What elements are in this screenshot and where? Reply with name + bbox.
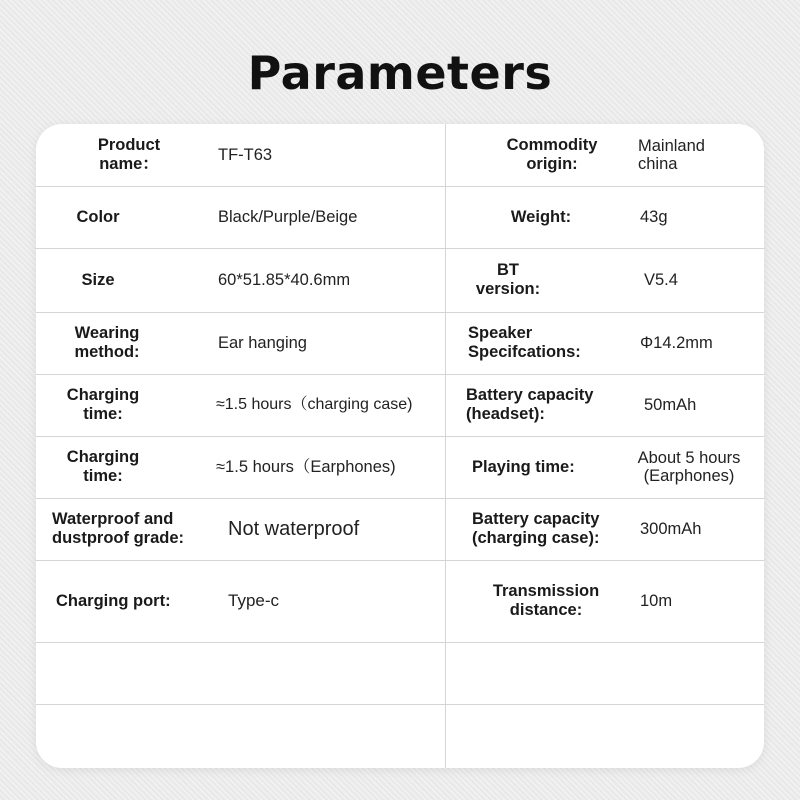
param-value: TF-T63 [218, 146, 273, 164]
param-label: BT version: [475, 261, 541, 298]
table-row [36, 436, 764, 499]
parameters-table [36, 124, 764, 768]
param-value: 10m [640, 592, 673, 610]
table-row [36, 704, 764, 768]
table-row [36, 560, 764, 643]
table-row [36, 186, 764, 249]
param-label: Speaker Specifcations: [468, 324, 581, 361]
param-value: Type-c [228, 591, 280, 610]
table-row [36, 642, 764, 705]
param-value: V5.4 [644, 271, 678, 289]
param-value: Mainland china [638, 137, 705, 173]
param-label: Weight: [510, 207, 572, 226]
param-label: Playing time: [472, 457, 575, 476]
table-row [36, 374, 764, 437]
param-value: Not waterproof [228, 518, 360, 540]
param-label: Waterproof and dustproof grade: [52, 510, 184, 547]
param-label: Charging time: [66, 386, 140, 423]
param-value: ≈1.5 hours（Earphones) [216, 458, 396, 476]
param-value: Φ14.2mm [640, 334, 713, 352]
param-value: About 5 hours (Earphones) [637, 449, 741, 485]
param-value: ≈1.5 hours（charging case) [216, 396, 413, 413]
param-label: Charging port: [56, 591, 171, 610]
table-row [36, 248, 764, 313]
param-label: Charging time: [66, 448, 140, 485]
param-value: 300mAh [640, 520, 702, 538]
table-row [36, 312, 764, 375]
param-value: Black/Purple/Beige [218, 208, 358, 226]
param-label: Product name： [97, 136, 161, 173]
page-title: Parameters [247, 46, 553, 100]
table-row [36, 124, 764, 187]
table-row [36, 498, 764, 561]
param-value: Ear hanging [218, 334, 307, 352]
param-label: Transmission distance: [492, 582, 600, 619]
param-label: Wearing method: [74, 324, 140, 361]
param-value: 43g [640, 208, 668, 226]
param-label: Battery capacity (headset): [466, 386, 594, 423]
param-value: 60*51.85*40.6mm [218, 271, 351, 289]
param-value: 50mAh [644, 396, 697, 414]
param-label: Commodity origin: [506, 136, 598, 173]
param-label: Color [76, 207, 120, 226]
param-label: Battery capacity (charging case): [472, 510, 600, 547]
param-label: Size [81, 270, 115, 289]
